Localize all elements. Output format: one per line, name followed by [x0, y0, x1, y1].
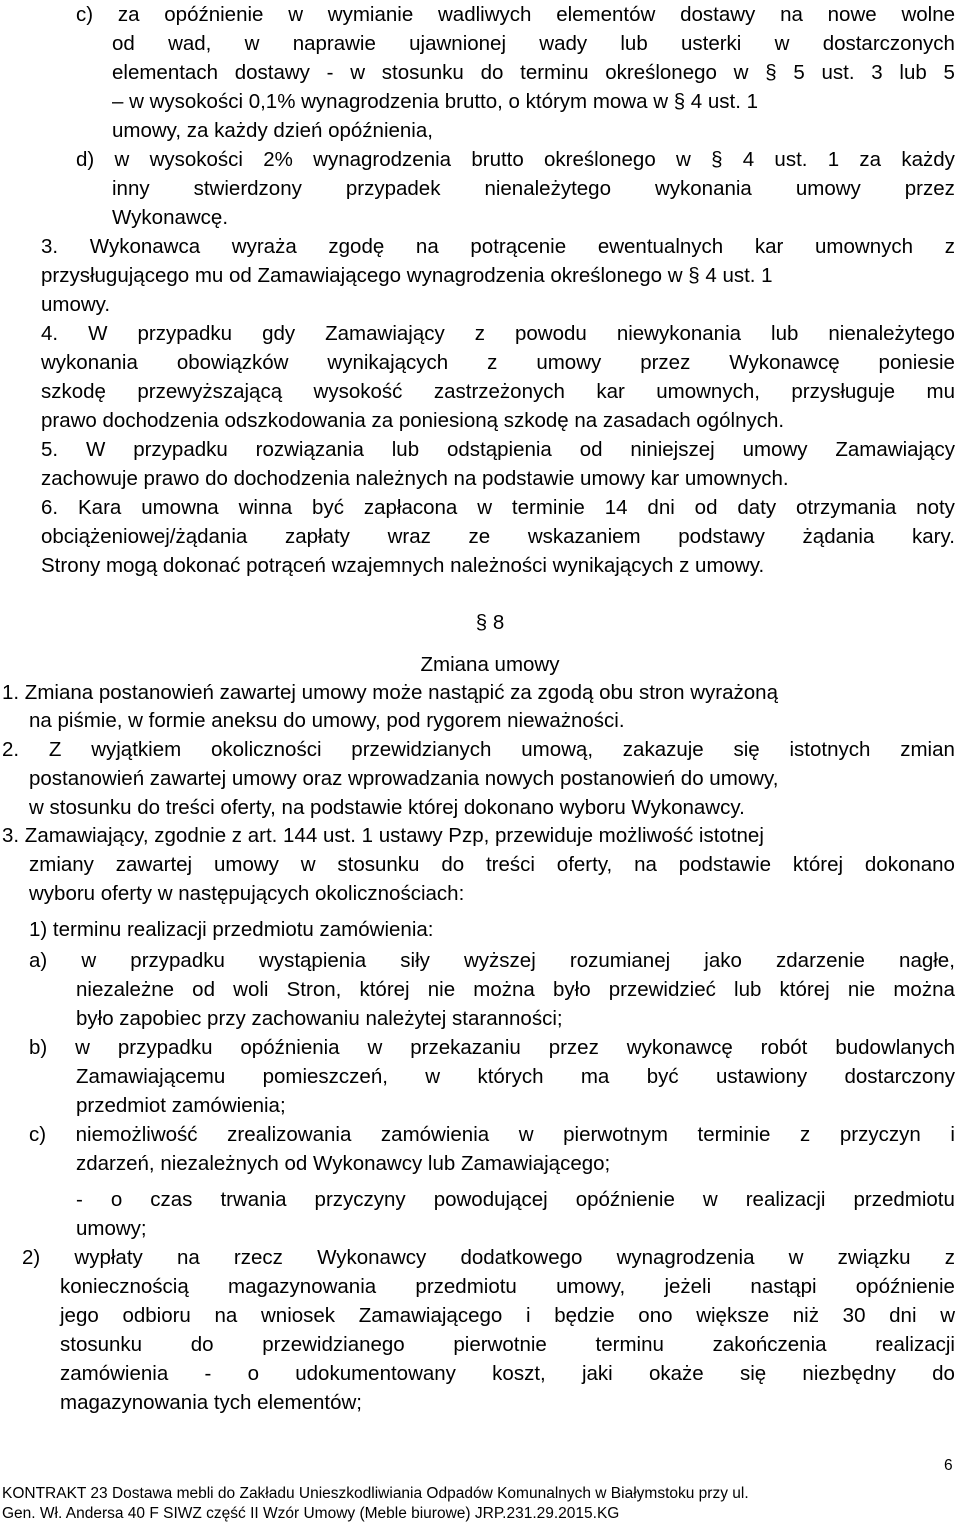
text-line: Strony mogą dokonać potrąceń wzajemnych należności wynikających z umowy.	[41, 554, 765, 577]
text-line: umowy.	[41, 293, 111, 316]
text-line: zdarzeń, niezależnych od Wykonawcy lub Zamawiającego;	[76, 1152, 611, 1175]
text-line: koniecznością magazynowania przedmiotu umowy, jeżeli nastąpi opóźnienie	[60, 1275, 955, 1298]
text-line: w stosunku do treści oferty, na podstawie której dokonano wyboru Wykonawcy.	[29, 796, 745, 819]
text-line: zmiany zawartej umowy w stosunku do treści oferty, na podstawie której dokonano	[29, 853, 955, 876]
text-line: Wykonawcę.	[112, 206, 229, 229]
text-line: prawo dochodzenia odszkodowania za poniesioną szkodę na zasadach ogólnych.	[41, 409, 785, 432]
text-line: szkodę przewyższającą wysokość zastrzeżonych kar umownych, przysługuje mu	[41, 380, 955, 403]
text-line: magazynowania tych elementów;	[60, 1391, 362, 1414]
text-line: 4. W przypadku gdy Zamawiający z powodu niewykonania lub nienależytego	[41, 322, 955, 345]
text-line: 5. W przypadku rozwiązania lub odstąpienia od niniejszej umowy Zamawiający	[41, 438, 955, 461]
text-line: elementach dostawy - w stosunku do terminu określonego w § 5 ust. 3 lub 5	[112, 61, 955, 84]
text-line: § 8	[475, 611, 505, 634]
text-line: jego odbioru na wniosek Zamawiającego i będzie ono większe niż 30 dni w	[60, 1304, 955, 1327]
text-line: przysługującego mu od Zamawiającego wynagrodzenia określonego w § 4 ust. 1	[41, 264, 773, 287]
text-line: było zapobiec przy zachowaniu należytej staranności;	[76, 1007, 563, 1030]
text-line: na piśmie, w formie aneksu do umowy, pod rygorem nieważności.	[29, 709, 625, 732]
text-line: obciążeniowej/żądania zapłaty wraz ze wskazaniem podstawy żądania kary.	[41, 525, 955, 548]
text-line: 6. Kara umowna winna być zapłacona w terminie 14 dni od daty otrzymania noty	[41, 496, 955, 519]
footer-line-1: KONTRAKT 23 Dostawa mebli do Zakładu Unieszkodliwiania Odpadów Komunalnych w Białymstoku przy ul.	[2, 1485, 749, 1502]
footer-line-2: Gen. Wł. Andersa 40 F SIWZ część II Wzór Umowy (Meble biurowe) JRP.231.29.2015.KG	[2, 1505, 620, 1522]
text-line: wyboru oferty w następujących okolicznościach:	[29, 882, 465, 905]
text-line: – w wysokości 0,1% wynagrodzenia brutto, o którym mowa w § 4 ust. 1	[112, 90, 759, 113]
text-line: zamówienia - o udokumentowany koszt, jaki okaże się niezbędny do	[60, 1362, 955, 1385]
text-line: 1. Zmiana postanowień zawartej umowy może nastąpić za zgodą obu stron wyrażoną	[2, 681, 778, 704]
text-line: przedmiot zamówienia;	[76, 1094, 286, 1117]
text-line: umowy;	[76, 1217, 147, 1240]
text-line: 3. Wykonawca wyraża zgodę na potrącenie ewentualnych kar umownych z	[41, 235, 955, 258]
text-line: wykonania obowiązków wynikających z umowy przez Wykonawcę poniesie	[41, 351, 955, 374]
text-line: 2. Z wyjątkiem okoliczności przewidzianych umową, zakazuje się istotnych zmian	[2, 738, 955, 761]
text-line: - o czas trwania przyczyny powodującej opóźnienie w realizacji przedmiotu	[76, 1188, 955, 1211]
text-line: c) za opóźnienie w wymianie wadliwych elementów dostawy na nowe wolne	[76, 3, 955, 26]
text-line: d) w wysokości 2% wynagrodzenia brutto określonego w § 4 ust. 1 za każdy	[76, 148, 955, 171]
text-line: 3. Zamawiający, zgodnie z art. 144 ust. 1 ustawy Pzp, przewiduje możliwość istotnej	[2, 824, 764, 847]
text-line: a) w przypadku wystąpienia siły wyższej rozumianej jako zdarzenie nagłe,	[29, 949, 955, 972]
text-line: 1) terminu realizacji przedmiotu zamówienia:	[29, 918, 434, 941]
text-line: c) niemożliwość zrealizowania zamówienia w pierwotnym terminie z przyczyn i	[29, 1123, 955, 1146]
text-line: umowy, za każdy dzień opóźnienia,	[112, 119, 433, 142]
text-line: inny stwierdzony przypadek nienależytego wykonania umowy przez	[112, 177, 955, 200]
text-line: Zamawiającemu pomieszczeń, w których ma być ustawiony dostarczony	[76, 1065, 955, 1088]
text-line: niezależne od woli Stron, której nie można było przewidzieć lub której nie można	[76, 978, 955, 1001]
text-line: stosunku do przewidzianego pierwotnie terminu zakończenia realizacji	[60, 1333, 955, 1356]
text-line: b) w przypadku opóźnienia w przekazaniu przez wykonawcę robót budowlanych	[29, 1036, 955, 1059]
text-line: zachowuje prawo do dochodzenia należnych na podstawie umowy kar umownych.	[41, 467, 789, 490]
text-line: 2) wypłaty na rzecz Wykonawcy dodatkowego wynagrodzenia w związku z	[22, 1246, 955, 1269]
text-line: postanowień zawartej umowy oraz wprowadzania nowych postanowień do umowy,	[29, 767, 779, 790]
page-number: 6	[944, 1457, 953, 1474]
text-line: od wad, w naprawie ujawnionej wady lub usterki w dostarczonych	[112, 32, 955, 55]
text-line: Zmiana umowy	[420, 653, 560, 676]
